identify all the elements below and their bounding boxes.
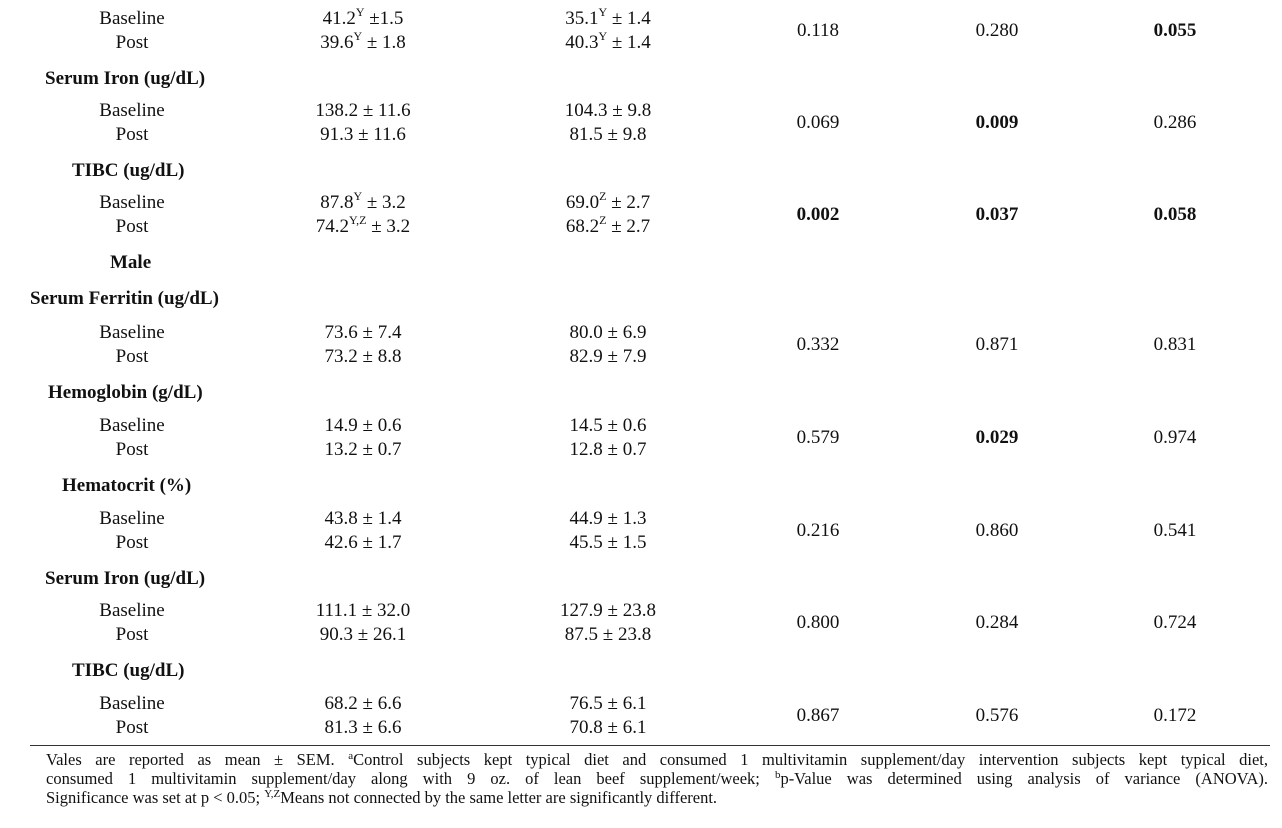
group-heading: Male [110, 252, 152, 273]
value-text: 68.2 [565, 216, 600, 237]
footnote-line-1: Vales are reported as mean ± SEM. $^a$Control subjects kept typical diet and consumed 1 multivitamin supplement/day intervention subjects kept typical diet, [46, 750, 1269, 769]
value-cell [565, 100, 651, 122]
baseline-label: Baseline [99, 415, 165, 436]
variable-heading: TIBC (ug/dL) [72, 160, 185, 181]
significance-letter: Y,Z [349, 213, 367, 227]
variable-heading: Serum Ferritin (ug/dL) [30, 288, 219, 309]
value-text: 138.2 ± 11.6 [315, 100, 411, 121]
p-value-cell: 0.009 [975, 112, 1019, 133]
value-text: 104.3 ± 9.8 [564, 100, 652, 121]
post-label: Post [115, 532, 149, 553]
value-cell [325, 415, 402, 437]
variable-heading: Hemoglobin (g/dL) [48, 382, 203, 403]
value-cell [325, 508, 402, 530]
baseline-label: Baseline [99, 8, 165, 29]
significance-letter: Y [355, 5, 365, 19]
value-text: 42.6 ± 1.7 [324, 532, 402, 553]
value-cell [325, 346, 402, 368]
value-text: 111.1 ± 32.0 [315, 600, 411, 621]
p-value-cell: 0.831 [1153, 334, 1197, 355]
p-value-cell: 0.172 [1153, 705, 1197, 726]
p-value-cell: 0.860 [975, 520, 1019, 541]
value-cell [325, 322, 402, 344]
p-value-cell: 0.724 [1153, 612, 1197, 633]
value-text: 127.9 ± 23.8 [560, 600, 656, 621]
value-cell [320, 124, 406, 146]
value-text: 76.5 ± 6.1 [569, 693, 647, 714]
value-cell [320, 624, 406, 646]
footnote-line-2: consumed 1 multivitamin supplement/day along with 9 oz. of lean beef supplement/week; $^b$p-Value was determined using analysis of variance (ANOVA). [46, 769, 1268, 788]
p-value-cell: 0.280 [975, 20, 1019, 41]
value-cell [565, 213, 651, 238]
value-cell [565, 624, 651, 646]
value-text: 73.6 ± 7.4 [324, 322, 402, 343]
p-value-cell: 0.332 [796, 334, 840, 355]
value-cell [570, 415, 647, 437]
value-cell [570, 693, 647, 715]
value-cell [570, 532, 647, 554]
value-error: ± 3.2 [362, 192, 406, 213]
post-label: Post [115, 32, 149, 53]
significance-letter: Y [598, 5, 608, 19]
significance-letter: Y [353, 189, 363, 203]
value-error: ± 1.4 [607, 8, 651, 29]
p-value-cell: 0.579 [796, 427, 840, 448]
value-cell [320, 29, 406, 54]
post-label: Post [115, 717, 149, 738]
post-label: Post [115, 439, 149, 460]
value-cell [570, 346, 647, 368]
baseline-label: Baseline [99, 693, 165, 714]
value-error: ± 1.8 [362, 32, 406, 53]
value-cell [320, 189, 406, 214]
p-value-cell: 0.216 [796, 520, 840, 541]
baseline-label: Baseline [99, 600, 165, 621]
value-text: 87.8 [320, 192, 354, 213]
value-text: 90.3 ± 26.1 [319, 624, 407, 645]
value-text: 45.5 ± 1.5 [569, 532, 647, 553]
variable-heading: TIBC (ug/dL) [72, 660, 185, 681]
value-cell [322, 5, 404, 30]
value-cell [570, 322, 647, 344]
value-error: ± 3.2 [366, 216, 411, 237]
value-text: 81.5 ± 9.8 [569, 124, 647, 145]
p-value-cell: 0.058 [1153, 204, 1197, 225]
p-value-cell: 0.118 [796, 20, 840, 41]
value-cell [570, 439, 647, 461]
footnote-line-3: Significance was set at p < 0.05; $^{Y,Z}$Means not connected by the same letter are significantly different. [46, 788, 718, 807]
p-value-cell: 0.974 [1153, 427, 1197, 448]
variable-heading: Serum Iron (ug/dL) [45, 568, 206, 589]
significance-letter: Z [599, 213, 607, 227]
p-value-cell: 0.029 [975, 427, 1019, 448]
value-cell [325, 532, 402, 554]
value-text: 80.0 ± 6.9 [569, 322, 647, 343]
value-text: 70.8 ± 6.1 [569, 717, 647, 738]
value-text: 44.9 ± 1.3 [569, 508, 647, 529]
value-cell [315, 100, 410, 122]
significance-letter: Y [353, 29, 363, 43]
post-label: Post [115, 624, 149, 645]
value-cell [315, 213, 411, 238]
value-cell [325, 717, 402, 739]
baseline-label: Baseline [99, 508, 165, 529]
baseline-label: Baseline [99, 192, 165, 213]
value-error: ± 1.4 [607, 32, 651, 53]
value-text: 35.1 [565, 8, 599, 29]
value-error: ± 2.7 [606, 192, 651, 213]
significance-letter: Z [599, 189, 607, 203]
value-text: 12.8 ± 0.7 [569, 439, 647, 460]
value-cell [570, 124, 647, 146]
post-label: Post [115, 124, 149, 145]
value-cell [560, 600, 656, 622]
value-cell [565, 5, 651, 30]
p-value-cell: 0.069 [796, 112, 840, 133]
p-value-cell: 0.871 [975, 334, 1019, 355]
value-text: 14.5 ± 0.6 [569, 415, 647, 436]
value-error: ±1.5 [364, 8, 404, 29]
value-text: 81.3 ± 6.6 [324, 717, 402, 738]
value-text: 82.9 ± 7.9 [569, 346, 647, 367]
value-text: 87.5 ± 23.8 [564, 624, 652, 645]
value-text: 13.2 ± 0.7 [324, 439, 402, 460]
p-value-cell: 0.541 [1153, 520, 1197, 541]
p-value-cell: 0.867 [796, 705, 840, 726]
value-error: ± 2.7 [606, 216, 651, 237]
value-text: 14.9 ± 0.6 [324, 415, 402, 436]
value-text: 68.2 ± 6.6 [324, 693, 402, 714]
p-value-cell: 0.037 [975, 204, 1019, 225]
p-value-cell: 0.055 [1153, 20, 1197, 41]
value-cell [570, 508, 647, 530]
value-cell [325, 439, 402, 461]
value-cell [325, 693, 402, 715]
value-text: 73.2 ± 8.8 [324, 346, 402, 367]
table-bottom-rule [30, 745, 1270, 746]
p-value-cell: 0.800 [796, 612, 840, 633]
significance-letter: Y [598, 29, 608, 43]
value-text: 43.8 ± 1.4 [324, 508, 402, 529]
p-value-cell: 0.286 [1153, 112, 1197, 133]
post-label: Post [115, 346, 149, 367]
value-text: 91.3 ± 11.6 [320, 124, 406, 145]
value-cell [570, 717, 647, 739]
value-cell [565, 189, 651, 214]
value-text: 39.6 [320, 32, 354, 53]
value-text: 41.2 [322, 8, 356, 29]
value-cell [565, 29, 651, 54]
value-text: 74.2 [315, 216, 350, 237]
baseline-label: Baseline [99, 322, 165, 343]
post-label: Post [115, 216, 149, 237]
p-value-cell: 0.284 [975, 612, 1019, 633]
variable-heading: Hematocrit (%) [62, 475, 192, 496]
value-text: 69.0 [565, 192, 600, 213]
value-cell [316, 600, 411, 622]
table-footnote [46, 750, 1268, 807]
p-value-cell: 0.002 [796, 204, 840, 225]
p-value-cell: 0.576 [975, 705, 1019, 726]
baseline-label: Baseline [99, 100, 165, 121]
value-text: 40.3 [565, 32, 599, 53]
variable-heading: Serum Iron (ug/dL) [45, 68, 206, 89]
